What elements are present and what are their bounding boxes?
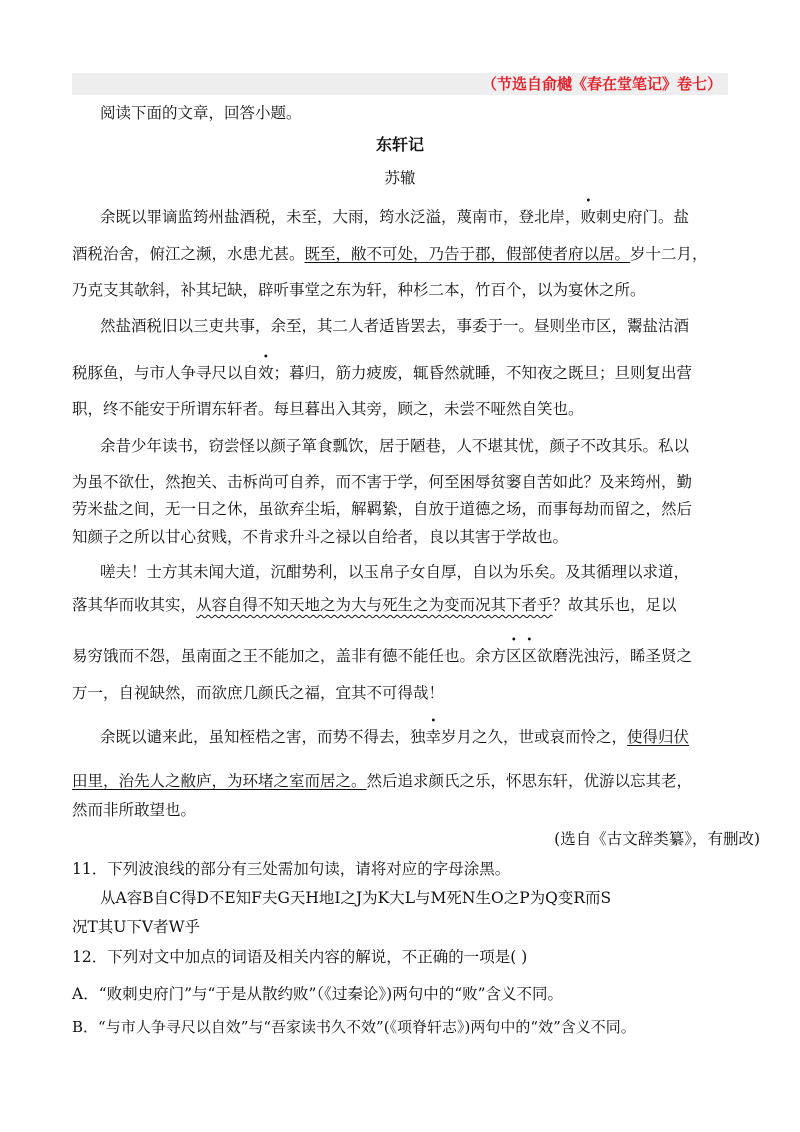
text-line: 嗟夫！士方其未闻大道，沉酣势利，以玉帛子女自厚，自以为乐矣。及其循理以求道， bbox=[100, 563, 690, 581]
underlined-sentence: 使得归伏 bbox=[627, 728, 690, 746]
question-12-option-a: A．“败刺史府门”与“于是从散约败”（《过秦论》)两句中的“败”含义不同。 bbox=[72, 985, 564, 1003]
text-line: 税豚鱼，与市人争寻尺以自效；暮归，筋力疲废，辄昏然就睡，不知夜之既旦；旦则复出营 bbox=[72, 364, 693, 382]
question-12-option-b: B．“与市人争寻尺以自效”与“吾家读书久不效”(《项脊轩志》)两句中的“效”含义不同。 bbox=[72, 1018, 636, 1036]
text-line: 乃克支其欹斜，补其圮缺，辟听事堂之东为轩，种杉二本，竹百个，以为宴休之所。 bbox=[72, 281, 646, 299]
text-line: 田里，治先人之敝庐，为环堵之室而居之。然后追求颜氏之乐，怀思东轩，优游以忘其老， bbox=[72, 772, 693, 790]
question-12: 12．下列对文中加点的词语及相关内容的解说，不正确的一项是( ) bbox=[72, 948, 528, 966]
dotted-char: 区 bbox=[521, 647, 538, 665]
underlined-sentence: 田里，治先人之敝庐，为环堵之室而居之。 bbox=[72, 772, 367, 790]
citation: (选自《古文辞类纂》，有删改) bbox=[554, 830, 760, 848]
article-title: 东轩记 bbox=[375, 135, 424, 154]
question-11-options: 从A容B自C得D不E知F夫G天H地I之J为K大L与M死N生O之P为Q变R而S bbox=[100, 889, 612, 907]
text-line: 职，终不能安于所谓东轩者。每旦暮出入其旁，顾之，未尝不哑然自笑也。 bbox=[72, 400, 584, 418]
question-11: 11．下列波浪线的部分有三处需加句读，请将对应的字母涂黑。 bbox=[72, 860, 511, 878]
text-line: 落其华而收其实，从容自得不知天地之为大与死生之为变而况其下者乎？故其乐也，足以 bbox=[72, 596, 677, 614]
dotted-char: 败 bbox=[580, 208, 597, 226]
text-line: 易穷饿而不怨，虽南面之王不能加之，盖非有德不能任也。余方区区欲磨洗浊污，睎圣贤之 bbox=[72, 647, 693, 665]
text-line: 劳米盐之间，无一日之休，虽欲弃尘垢，解羁絷，自放于道德之场，而事每劫而留之，然后 bbox=[72, 500, 693, 518]
source-note: （节选自俞樾《春在堂笔记》卷七） bbox=[72, 73, 728, 95]
text-line: 然而非所敢望也。 bbox=[72, 801, 197, 819]
dotted-char: 效 bbox=[258, 364, 274, 382]
underlined-sentence: 既至，敝不可处，乃告于郡，假部使者府以居。 bbox=[304, 245, 631, 263]
question-11-options-cont: 况T其U下V者W乎 bbox=[72, 918, 201, 936]
text-line: 余既以谴来此，虽知桎梏之害，而势不得去，独幸岁月之久，世或哀而怜之，使得归伏 bbox=[100, 728, 690, 746]
instruction-text: 阅读下面的文章，回答小题。 bbox=[100, 104, 302, 122]
text-line: 然盐酒税旧以三吏共事，余至，其二人者适皆罢去，事委于一。昼则坐市区，鬻盐沽酒 bbox=[100, 317, 690, 335]
wavy-underlined-sentence: 从容自得不知天地之为大与死生之为变而况其下者乎 bbox=[196, 596, 553, 614]
text-line: 余昔少年读书，窃尝怪以颜子箪食瓢饮，居于陋巷，人不堪其忧，颜子不改其乐。私以 bbox=[100, 437, 690, 455]
dotted-char: 区 bbox=[506, 647, 522, 665]
text-line: 酒税治舍，俯江之濒，水患尤甚。既至，敝不可处，乃告于郡，假部使者府以居。岁十二月， bbox=[72, 245, 708, 263]
text-line: 为虽不欲仕，然抱关、击柝尚可自养，而不害于学，何至困辱贫窭自苦如此？及来筠州，勤 bbox=[72, 473, 693, 491]
text-line: 知颜子之所以甘心贫贱，不肯求升斗之禄以自给者，良以其害于学故也。 bbox=[72, 528, 569, 546]
text-line: 余既以罪谪监筠州盐酒税，未至，大雨，筠水泛溢，蔑南市，登北岸，败刺史府门。盐 bbox=[100, 208, 690, 226]
article-author: 苏辙 bbox=[384, 169, 416, 187]
text-line: 万一，自视缺然，而欲庶几颜氏之福，宜其不可得哉！ bbox=[72, 684, 445, 702]
dotted-char: 幸 bbox=[425, 728, 442, 746]
